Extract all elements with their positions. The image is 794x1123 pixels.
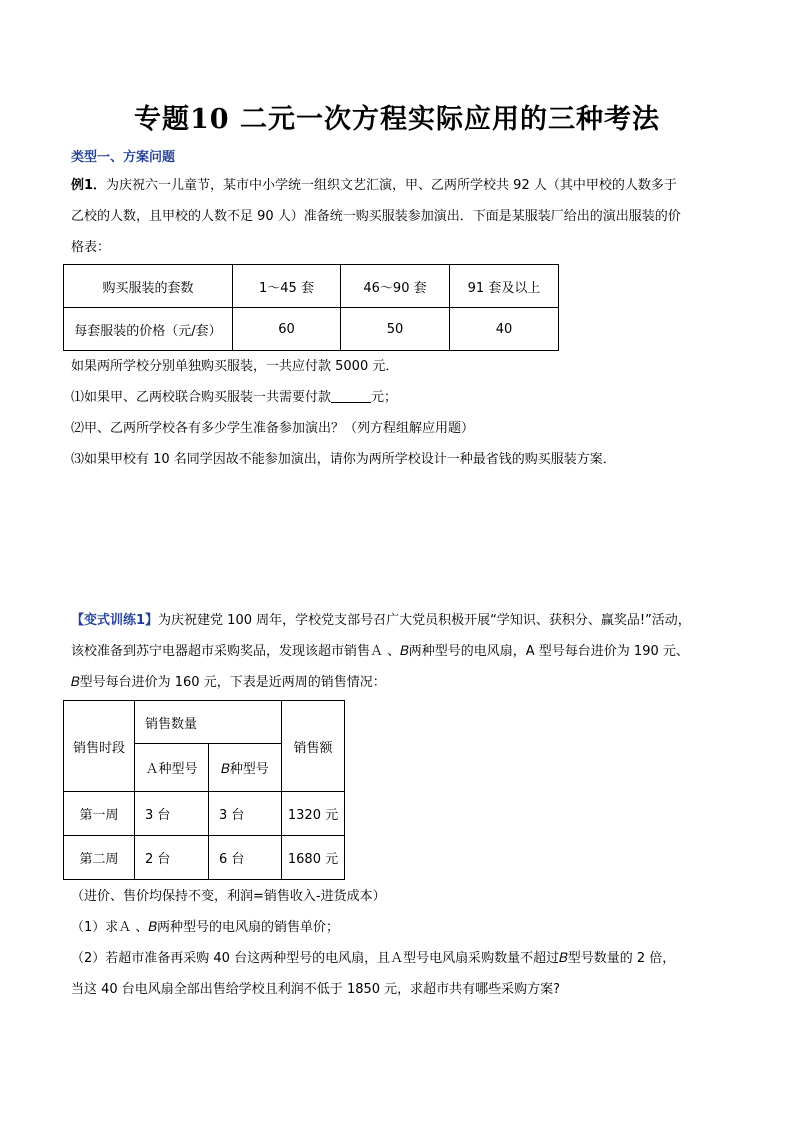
table-row — [64, 701, 345, 744]
table-cell: 50 — [341, 308, 450, 351]
table-cell: 𝐵种型号 — [209, 744, 282, 792]
table-cell: 每套服装的价格（元/套） — [64, 308, 233, 351]
table-cell: 1～45 套 — [233, 265, 341, 308]
table-cell: 60 — [233, 308, 341, 351]
table-cell: 1320 元 — [282, 792, 345, 836]
variant-question-2-line2: 当这 40 台电风扇全部出售给学校且利润不低于 1850 元，求超市共有哪些采购方案? — [71, 982, 561, 997]
question-3: ⑶如果甲校有 10 名同学因故不能参加演出，请你为两所学校设计一种最省钱的购买服装方案． — [71, 452, 616, 467]
example1-text — [71, 170, 723, 263]
variant-label: 【变式训练1】 — [71, 613, 159, 628]
example1-line1: 例1．为庆祝六一儿童节，某市中小学统一组织文艺汇演，甲、乙两所学校共 92 人（其中甲校的人数多于 — [71, 178, 677, 193]
table-cell: 第一周 — [64, 792, 135, 836]
table-cell: 1680 元 — [282, 836, 345, 880]
table-cell: 3 台 — [209, 792, 282, 836]
table-row — [64, 308, 559, 351]
variant-line2: 该校准备到苏宁电器超市采购奖品，发现该超市销售Ａ 、𝐵两种型号的电风扇，A 型号每台进价为 190 元、 — [71, 644, 689, 659]
table-cell: 2 台 — [135, 836, 209, 880]
table-cell: 第二周 — [64, 836, 135, 880]
page-title: 专题10 二元一次方程实际应用的三种考法 — [134, 104, 660, 135]
answer-blank[interactable] — [331, 388, 371, 403]
table-cell: Ａ种型号 — [135, 744, 209, 792]
table-cell: 3 台 — [135, 792, 209, 836]
table-cell: 销售时段 — [64, 701, 135, 792]
table-cell: 91 套及以上 — [450, 265, 559, 308]
table-cell: 46～90 套 — [341, 265, 450, 308]
table-row — [64, 265, 559, 308]
question-1: ⑴如果甲、乙两校联合购买服装一共需要付款 元； — [71, 390, 398, 405]
table-cell: 销售数量 — [135, 701, 282, 744]
example1-questions — [71, 351, 723, 475]
table-row — [64, 836, 345, 880]
total-payment-text: 如果两所学校分别单独购买服装，一共应付款 5000 元． — [71, 359, 399, 374]
table-cell: 购买服装的套数 — [64, 265, 233, 308]
table-cell: 销售额 — [282, 701, 345, 792]
example1-label: 例1． — [71, 178, 107, 193]
variant-question-2-line1: （2）若超市准备再采购 40 台这两种型号的电风扇，且Ａ型号电风扇采购数量不超过𝐵型号数量的 2 倍， — [71, 951, 676, 966]
variant-line3: 𝐵型号每台进价为 160 元，下表是近两周的销售情况： — [71, 675, 386, 690]
variant-line1: 【变式训练1】为庆祝建党 100 周年，学校党支部号召广大党员积极开展“学知识、获积分、赢奖品!”活动， — [71, 613, 691, 628]
variant-questions — [71, 881, 723, 1005]
variant-text — [71, 605, 723, 698]
note-text: （进价、售价均保持不变，利润=销售收入-进货成本） — [71, 889, 386, 904]
table-cell: 6 台 — [209, 836, 282, 880]
sales-table — [63, 700, 345, 880]
table-row — [64, 792, 345, 836]
price-table — [63, 264, 559, 351]
variant-question-1: （1）求Ａ 、𝐵两种型号的电风扇的销售单价； — [71, 920, 340, 935]
example1-line3: 格表： — [71, 240, 111, 255]
table-cell: 40 — [450, 308, 559, 351]
question-2: ⑵甲、乙两所学校各有多少学生准备参加演出？（列方程组解应用题） — [71, 421, 475, 436]
example1-line2: 乙校的人数，且甲校的人数不足 90 人）准备统一购买服装参加演出．下面是某服装厂给出的演出服装的价 — [71, 209, 681, 224]
section-heading: 类型一、方案问题 — [71, 150, 176, 165]
